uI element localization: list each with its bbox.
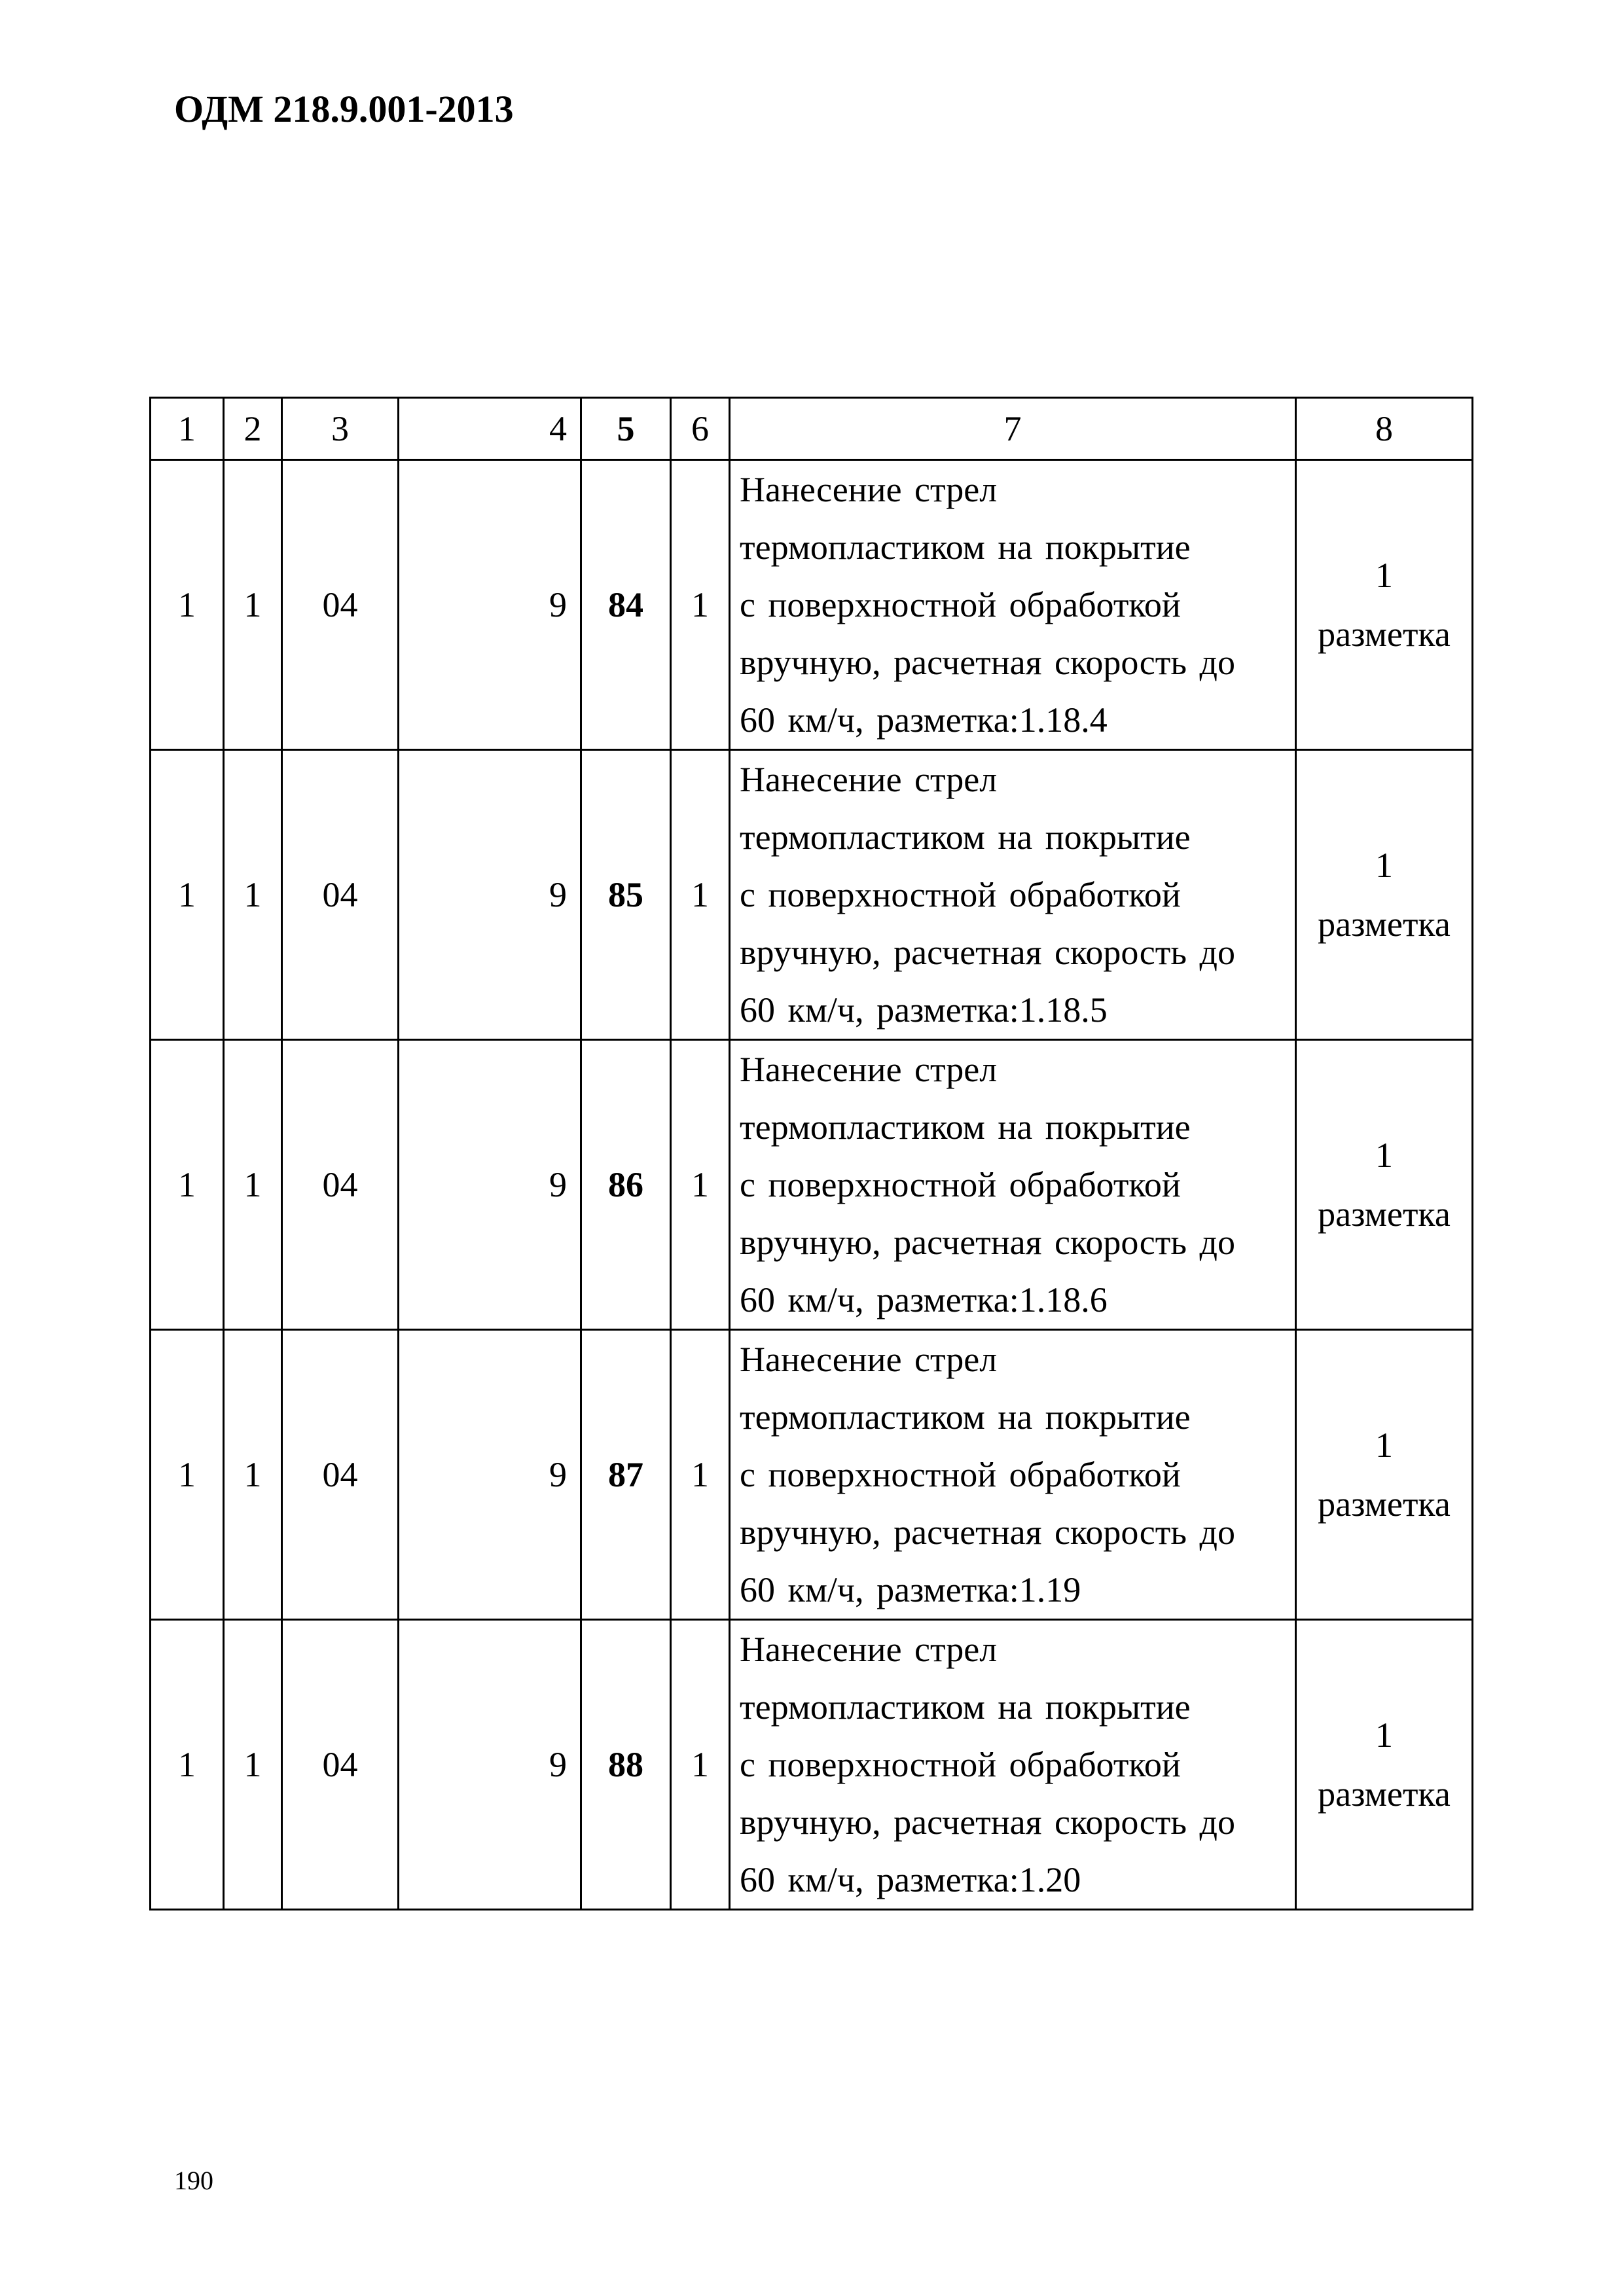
cell-section: 04: [282, 1040, 399, 1330]
description-line: вручную, расчетная скорость до: [740, 643, 1235, 682]
description-line: Нанесение стрел: [740, 1050, 998, 1089]
unit-quantity: 1: [1375, 556, 1393, 595]
cell-description: [730, 1040, 1296, 1330]
table-row: [151, 1620, 1473, 1910]
cell-class: 1: [151, 460, 224, 750]
description-line: термопластиком на покрытие: [740, 817, 1191, 857]
cell-item-number: 85: [581, 750, 671, 1040]
unit-name: разметка: [1318, 1194, 1451, 1234]
cell-item-number: 86: [581, 1040, 671, 1330]
cell-class: 1: [151, 1040, 224, 1330]
column-header-3: 3: [282, 398, 399, 460]
column-header-6: 6: [671, 398, 730, 460]
table-row: [151, 1330, 1473, 1620]
cell-unit: [1296, 1040, 1473, 1330]
unit-name: разметка: [1318, 1484, 1451, 1524]
unit-name: разметка: [1318, 905, 1451, 944]
description-line: Нанесение стрел: [740, 760, 998, 799]
description-line: термопластиком на покрытие: [740, 1107, 1191, 1147]
cell-group: 1: [224, 750, 282, 1040]
table-row: [151, 750, 1473, 1040]
cell-group: 1: [224, 460, 282, 750]
column-header-1: 1: [151, 398, 224, 460]
description-line: Нанесение стрел: [740, 470, 998, 509]
cell-subsection: 9: [399, 460, 581, 750]
cell-flag: 1: [671, 1040, 730, 1330]
description-line: вручную, расчетная скорость до: [740, 1513, 1235, 1552]
description-line: термопластиком на покрытие: [740, 1687, 1191, 1727]
classifier-table: [149, 397, 1473, 1910]
unit-name: разметка: [1318, 615, 1451, 654]
description-line: вручную, расчетная скорость до: [740, 933, 1235, 972]
description-line: 60 км/ч, разметка:1.20: [740, 1860, 1081, 1899]
description-line: 60 км/ч, разметка:1.18.6: [740, 1280, 1108, 1319]
cell-class: 1: [151, 750, 224, 1040]
column-header-8: 8: [1296, 398, 1473, 460]
description-line: 60 км/ч, разметка:1.19: [740, 1570, 1081, 1609]
cell-group: 1: [224, 1330, 282, 1620]
cell-section: 04: [282, 1620, 399, 1910]
description-line: с поверхностной обработкой: [740, 1745, 1181, 1784]
cell-unit: [1296, 460, 1473, 750]
description-line: Нанесение стрел: [740, 1630, 998, 1669]
cell-unit: [1296, 1620, 1473, 1910]
cell-flag: 1: [671, 1330, 730, 1620]
cell-subsection: 9: [399, 1330, 581, 1620]
cell-flag: 1: [671, 460, 730, 750]
description-line: с поверхностной обработкой: [740, 1455, 1181, 1494]
cell-flag: 1: [671, 750, 730, 1040]
cell-item-number: 84: [581, 460, 671, 750]
table-row: [151, 1040, 1473, 1330]
unit-name: разметка: [1318, 1774, 1451, 1814]
table-row: [151, 460, 1473, 750]
column-number-row: [151, 398, 1473, 460]
cell-description: [730, 1330, 1296, 1620]
cell-unit: [1296, 1330, 1473, 1620]
description-line: с поверхностной обработкой: [740, 1165, 1181, 1204]
cell-class: 1: [151, 1330, 224, 1620]
cell-group: 1: [224, 1620, 282, 1910]
description-line: термопластиком на покрытие: [740, 528, 1191, 567]
description-line: вручную, расчетная скорость до: [740, 1803, 1235, 1842]
document-code: ОДМ 218.9.001-2013: [174, 88, 514, 130]
cell-section: 04: [282, 460, 399, 750]
cell-flag: 1: [671, 1620, 730, 1910]
page-number: 190: [174, 2166, 213, 2195]
description-line: с поверхностной обработкой: [740, 875, 1181, 914]
column-header-7: 7: [730, 398, 1296, 460]
cell-group: 1: [224, 1040, 282, 1330]
cell-item-number: 87: [581, 1330, 671, 1620]
description-line: термопластиком на покрытие: [740, 1397, 1191, 1437]
cell-section: 04: [282, 750, 399, 1040]
cell-subsection: 9: [399, 1620, 581, 1910]
column-header-4: 4: [399, 398, 581, 460]
description-line: с поверхностной обработкой: [740, 585, 1181, 624]
cell-unit: [1296, 750, 1473, 1040]
cell-subsection: 9: [399, 750, 581, 1040]
cell-description: [730, 750, 1296, 1040]
description-line: Нанесение стрел: [740, 1340, 998, 1379]
description-line: 60 км/ч, разметка:1.18.5: [740, 990, 1108, 1030]
cell-description: [730, 1620, 1296, 1910]
cell-section: 04: [282, 1330, 399, 1620]
cell-class: 1: [151, 1620, 224, 1910]
cell-subsection: 9: [399, 1040, 581, 1330]
cell-item-number: 88: [581, 1620, 671, 1910]
description-line: вручную, расчетная скорость до: [740, 1223, 1235, 1262]
unit-quantity: 1: [1375, 1426, 1393, 1465]
unit-quantity: 1: [1375, 1136, 1393, 1175]
unit-quantity: 1: [1375, 1715, 1393, 1755]
description-line: 60 км/ч, разметка:1.18.4: [740, 700, 1108, 740]
column-header-5: 5: [581, 398, 671, 460]
cell-description: [730, 460, 1296, 750]
column-header-2: 2: [224, 398, 282, 460]
unit-quantity: 1: [1375, 846, 1393, 885]
